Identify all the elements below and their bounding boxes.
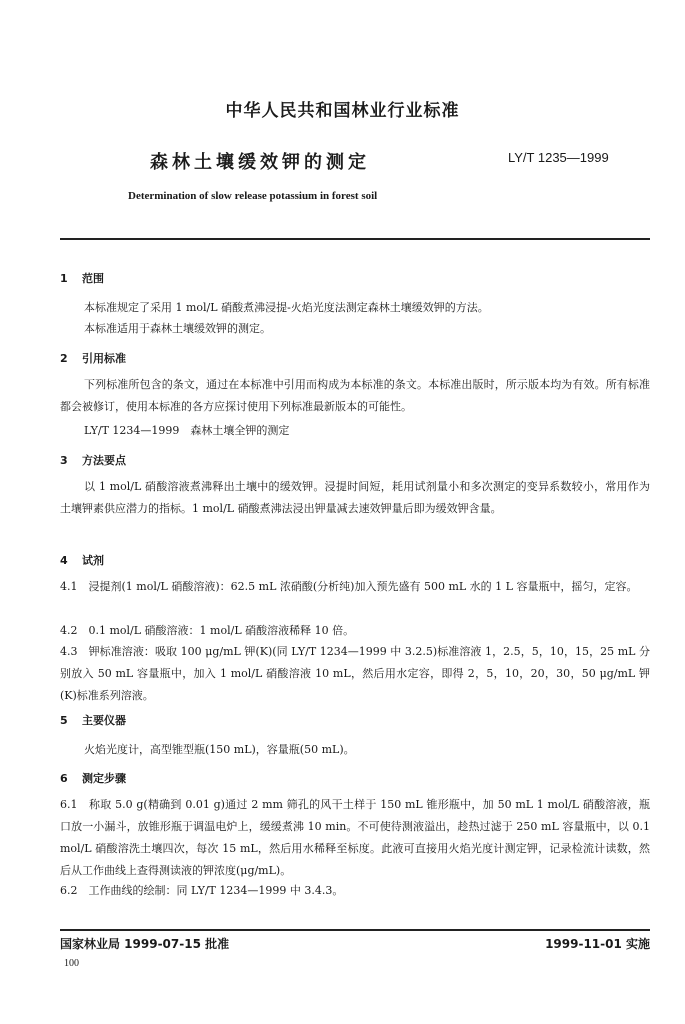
document-title-english: Determination of slow release potassium in forest soil xyxy=(128,190,378,202)
header-divider xyxy=(60,238,650,240)
implementation-date: 1999-11-01 实施 xyxy=(545,937,650,951)
standard-organization: 中华人民共和国林业行业标准 xyxy=(225,101,460,121)
section-1-heading xyxy=(60,270,104,286)
section-number: 3 xyxy=(60,454,68,467)
section-4-heading xyxy=(60,552,104,568)
section-2-paragraph-1: 下列标准所包含的条文，通过在本标准中引用而构成为本标准的条文。本标准出版时，所示版本均为有效。所有标准都会被修订，使用本标准的各方应探讨使用下列标准最新版本的可能性。 xyxy=(60,378,650,413)
title-row xyxy=(0,148,685,172)
clause-4-3: 4.3 钾标准溶液：吸取 100 μg/mL 钾(K)(同 LY/T 1234—1999 中 3.2.5)标准溶液 1，2.5，5，10，15，25 mL 分别放入 50 mL 容量瓶中，加入 1 mol/L 硝酸溶液 10 mL，然后用水定容，即得 2，5，10，20，30，50 μg/mL 钾(K)标准系列溶液。 xyxy=(60,645,650,702)
section-title: 引用标准 xyxy=(82,352,126,365)
section-number: 2 xyxy=(60,352,68,365)
section-number: 5 xyxy=(60,714,68,727)
section-title: 测定步骤 xyxy=(82,772,126,785)
section-1-paragraph-1: 本标准规定了采用 1 mol/L 硝酸煮沸浸提-火焰光度法测定森林土壤缓效钾的方法。 xyxy=(84,301,489,314)
approval-date: 国家林业局 1999-07-15 批准 xyxy=(60,937,230,951)
section-6-heading xyxy=(60,770,126,786)
section-number: 4 xyxy=(60,554,68,567)
section-2-heading xyxy=(60,350,126,366)
section-5-heading xyxy=(60,712,126,728)
section-title: 方法要点 xyxy=(82,454,126,467)
section-2-reference: LY/T 1234—1999 森林土壤全钾的测定 xyxy=(84,424,290,437)
clause-6-1: 6.1 称取 5.0 g(精确到 0.01 g)通过 2 mm 筛孔的风干土样于 150 mL 锥形瓶中，加 50 mL 1 mol/L 硝酸溶液，瓶口放一小漏斗，放锥形瓶于调温电炉上，缓缓煮沸 10 min。不可使待测液溢出，趁热过滤于 250 mL 容量瓶中，以 0.1 mol/L 硝酸溶洗土壤四次，每次 15 mL，然后用水稀释至标度。此液可直接用火焰光度计测定钾，记录检流计读数，然后从工作曲线上查得测读液的钾浓度(μg/mL)。 xyxy=(60,798,650,877)
clause-4-1: 4.1 浸提剂(1 mol/L 硝酸溶液)：62.5 mL 浓硝酸(分析纯)加入预先盛有 500 mL 水的 1 L 容量瓶中，摇匀，定容。 xyxy=(60,580,638,593)
section-3-heading xyxy=(60,452,126,468)
document-title-chinese: 森林土壤缓效钾的测定 xyxy=(150,152,370,173)
section-5-paragraph-1: 火焰光度计，高型锥型瓶(150 mL)，容量瓶(50 mL)。 xyxy=(84,743,355,756)
section-title: 试剂 xyxy=(82,554,104,567)
clause-4-2: 4.2 0.1 mol/L 硝酸溶液：1 mol/L 硝酸溶液稀释 10 倍。 xyxy=(60,624,355,637)
page-number: 100 xyxy=(64,958,79,969)
section-number: 1 xyxy=(60,272,68,285)
standard-code: LY/T 1235—1999 xyxy=(508,150,609,165)
section-title: 范围 xyxy=(82,272,104,285)
footer-divider xyxy=(60,929,650,931)
section-number: 6 xyxy=(60,772,68,785)
section-3-paragraph-1: 以 1 mol/L 硝酸溶液煮沸释出土壤中的缓效钾。浸提时间短，耗用试剂量小和多次测定的变异系数较小，常用作为土壤钾素供应潜力的指标。1 mol/L 硝酸煮沸法浸出钾量减去速效钾量后即为缓效钾含量。 xyxy=(60,480,650,515)
clause-6-2: 6.2 工作曲线的绘制：同 LY/T 1234—1999 中 3.4.3。 xyxy=(60,884,344,897)
section-title: 主要仪器 xyxy=(82,714,126,727)
section-1-paragraph-2: 本标准适用于森林土壤缓效钾的测定。 xyxy=(84,322,271,335)
